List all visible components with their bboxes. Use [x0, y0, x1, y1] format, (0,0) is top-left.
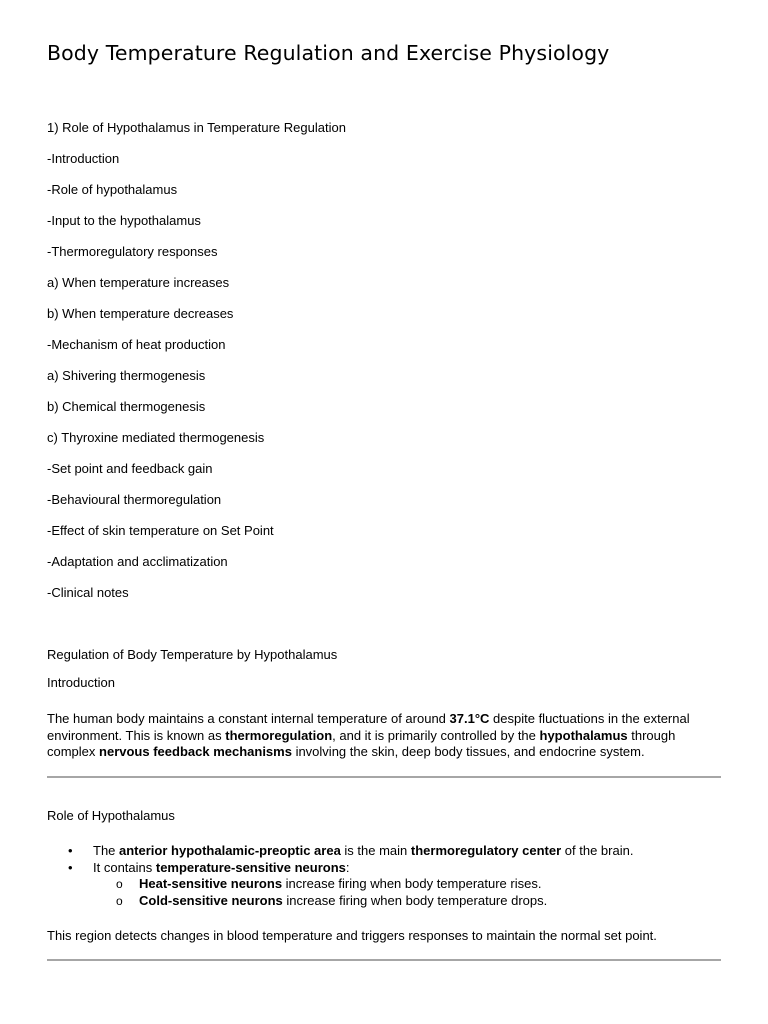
- sub-bullet-marker: o: [116, 877, 123, 891]
- outline-item: b) Chemical thermogenesis: [47, 399, 206, 414]
- intro-bold-thermoregulation: thermoregulation: [225, 727, 333, 743]
- bullet-item: [47, 843, 633, 860]
- sub-bullet-item: [47, 876, 633, 893]
- horizontal-divider: [47, 959, 721, 961]
- outline-item: b) When temperature decreases: [47, 306, 234, 321]
- outline-item: -Thermoregulatory responses: [47, 244, 218, 259]
- closing-paragraph: This region detects changes in blood temperature and triggers responses to maintain the normal set point.: [47, 928, 657, 943]
- outline-item: -Set point and feedback gain: [47, 461, 213, 476]
- bullet-marker: •: [68, 859, 73, 875]
- sub-bullet-marker: o: [116, 893, 123, 908]
- intro-text: involving the skin, deep body tissues, and endocrine system.: [291, 744, 645, 759]
- outline-item: -Mechanism of heat production: [47, 337, 226, 352]
- bullet-text: :: [345, 859, 350, 875]
- outline-item: -Role of hypothalamus: [47, 182, 178, 197]
- intro-paragraph: [47, 711, 727, 761]
- bullet-text: is the main: [340, 843, 411, 858]
- topic-outline: [47, 119, 346, 615]
- bullet-marker: •: [68, 843, 73, 858]
- bullet-text: The: [93, 843, 120, 858]
- sub-bullet-text: increase firing when body temperature rises.: [282, 876, 542, 891]
- horizontal-divider: [47, 776, 721, 778]
- intro-text: The human body maintains a constant internal temperature of around: [47, 711, 450, 726]
- outline-item: -Effect of skin temperature on Set Point: [47, 523, 274, 538]
- intro-text: , and it is primarily controlled by the: [332, 727, 540, 743]
- bullet-text: It contains: [93, 859, 156, 875]
- outline-item: a) When temperature increases: [47, 275, 230, 290]
- outline-item: -Introduction: [47, 151, 120, 166]
- bullet-bold: thermoregulatory center: [410, 843, 562, 858]
- outline-item: -Adaptation and acclimatization: [47, 554, 228, 569]
- sub-bullet-item: [47, 893, 633, 910]
- outline-item: a) Shivering thermogenesis: [47, 368, 206, 383]
- intro-bold-hypothalamus: hypothalamus: [539, 727, 628, 743]
- bullet-text: of the brain.: [561, 843, 634, 858]
- outline-item: c) Thyroxine mediated thermogenesis: [47, 430, 265, 445]
- section-heading: Regulation of Body Temperature by Hypothalamus: [47, 647, 338, 662]
- sub-bullet-bold: Heat-sensitive neurons: [139, 876, 283, 891]
- bullet-item: [47, 860, 633, 910]
- intro-text: despite fluctuations in the external environment. This is known as: [47, 711, 690, 743]
- document-title: Body Temperature Regulation and Exercise Physiology: [47, 41, 610, 65]
- bullet-bold: anterior hypothalamic-preoptic area: [119, 843, 341, 858]
- intro-heading: Introduction: [47, 675, 115, 690]
- intro-bold-feedback: nervous feedback mechanisms: [99, 744, 292, 759]
- bullet-bold: temperature-sensitive neurons: [155, 859, 346, 875]
- sub-bullet-text: increase firing when body temperature drops.: [282, 892, 548, 908]
- sub-bullet-bold: Cold-sensitive neurons: [139, 892, 283, 908]
- intro-bold-temperature: 37.1°C: [449, 711, 490, 726]
- sub-bullet-list: [93, 876, 633, 909]
- outline-item: -Behavioural thermoregulation: [47, 492, 222, 507]
- role-heading: Role of Hypothalamus: [47, 808, 175, 823]
- role-bullet-list: [47, 843, 633, 909]
- outline-item: 1) Role of Hypothalamus in Temperature Regulation: [47, 120, 346, 135]
- outline-item: -Input to the hypothalamus: [47, 213, 201, 228]
- intro-text: through complex: [47, 727, 676, 759]
- outline-item: -Clinical notes: [47, 585, 129, 600]
